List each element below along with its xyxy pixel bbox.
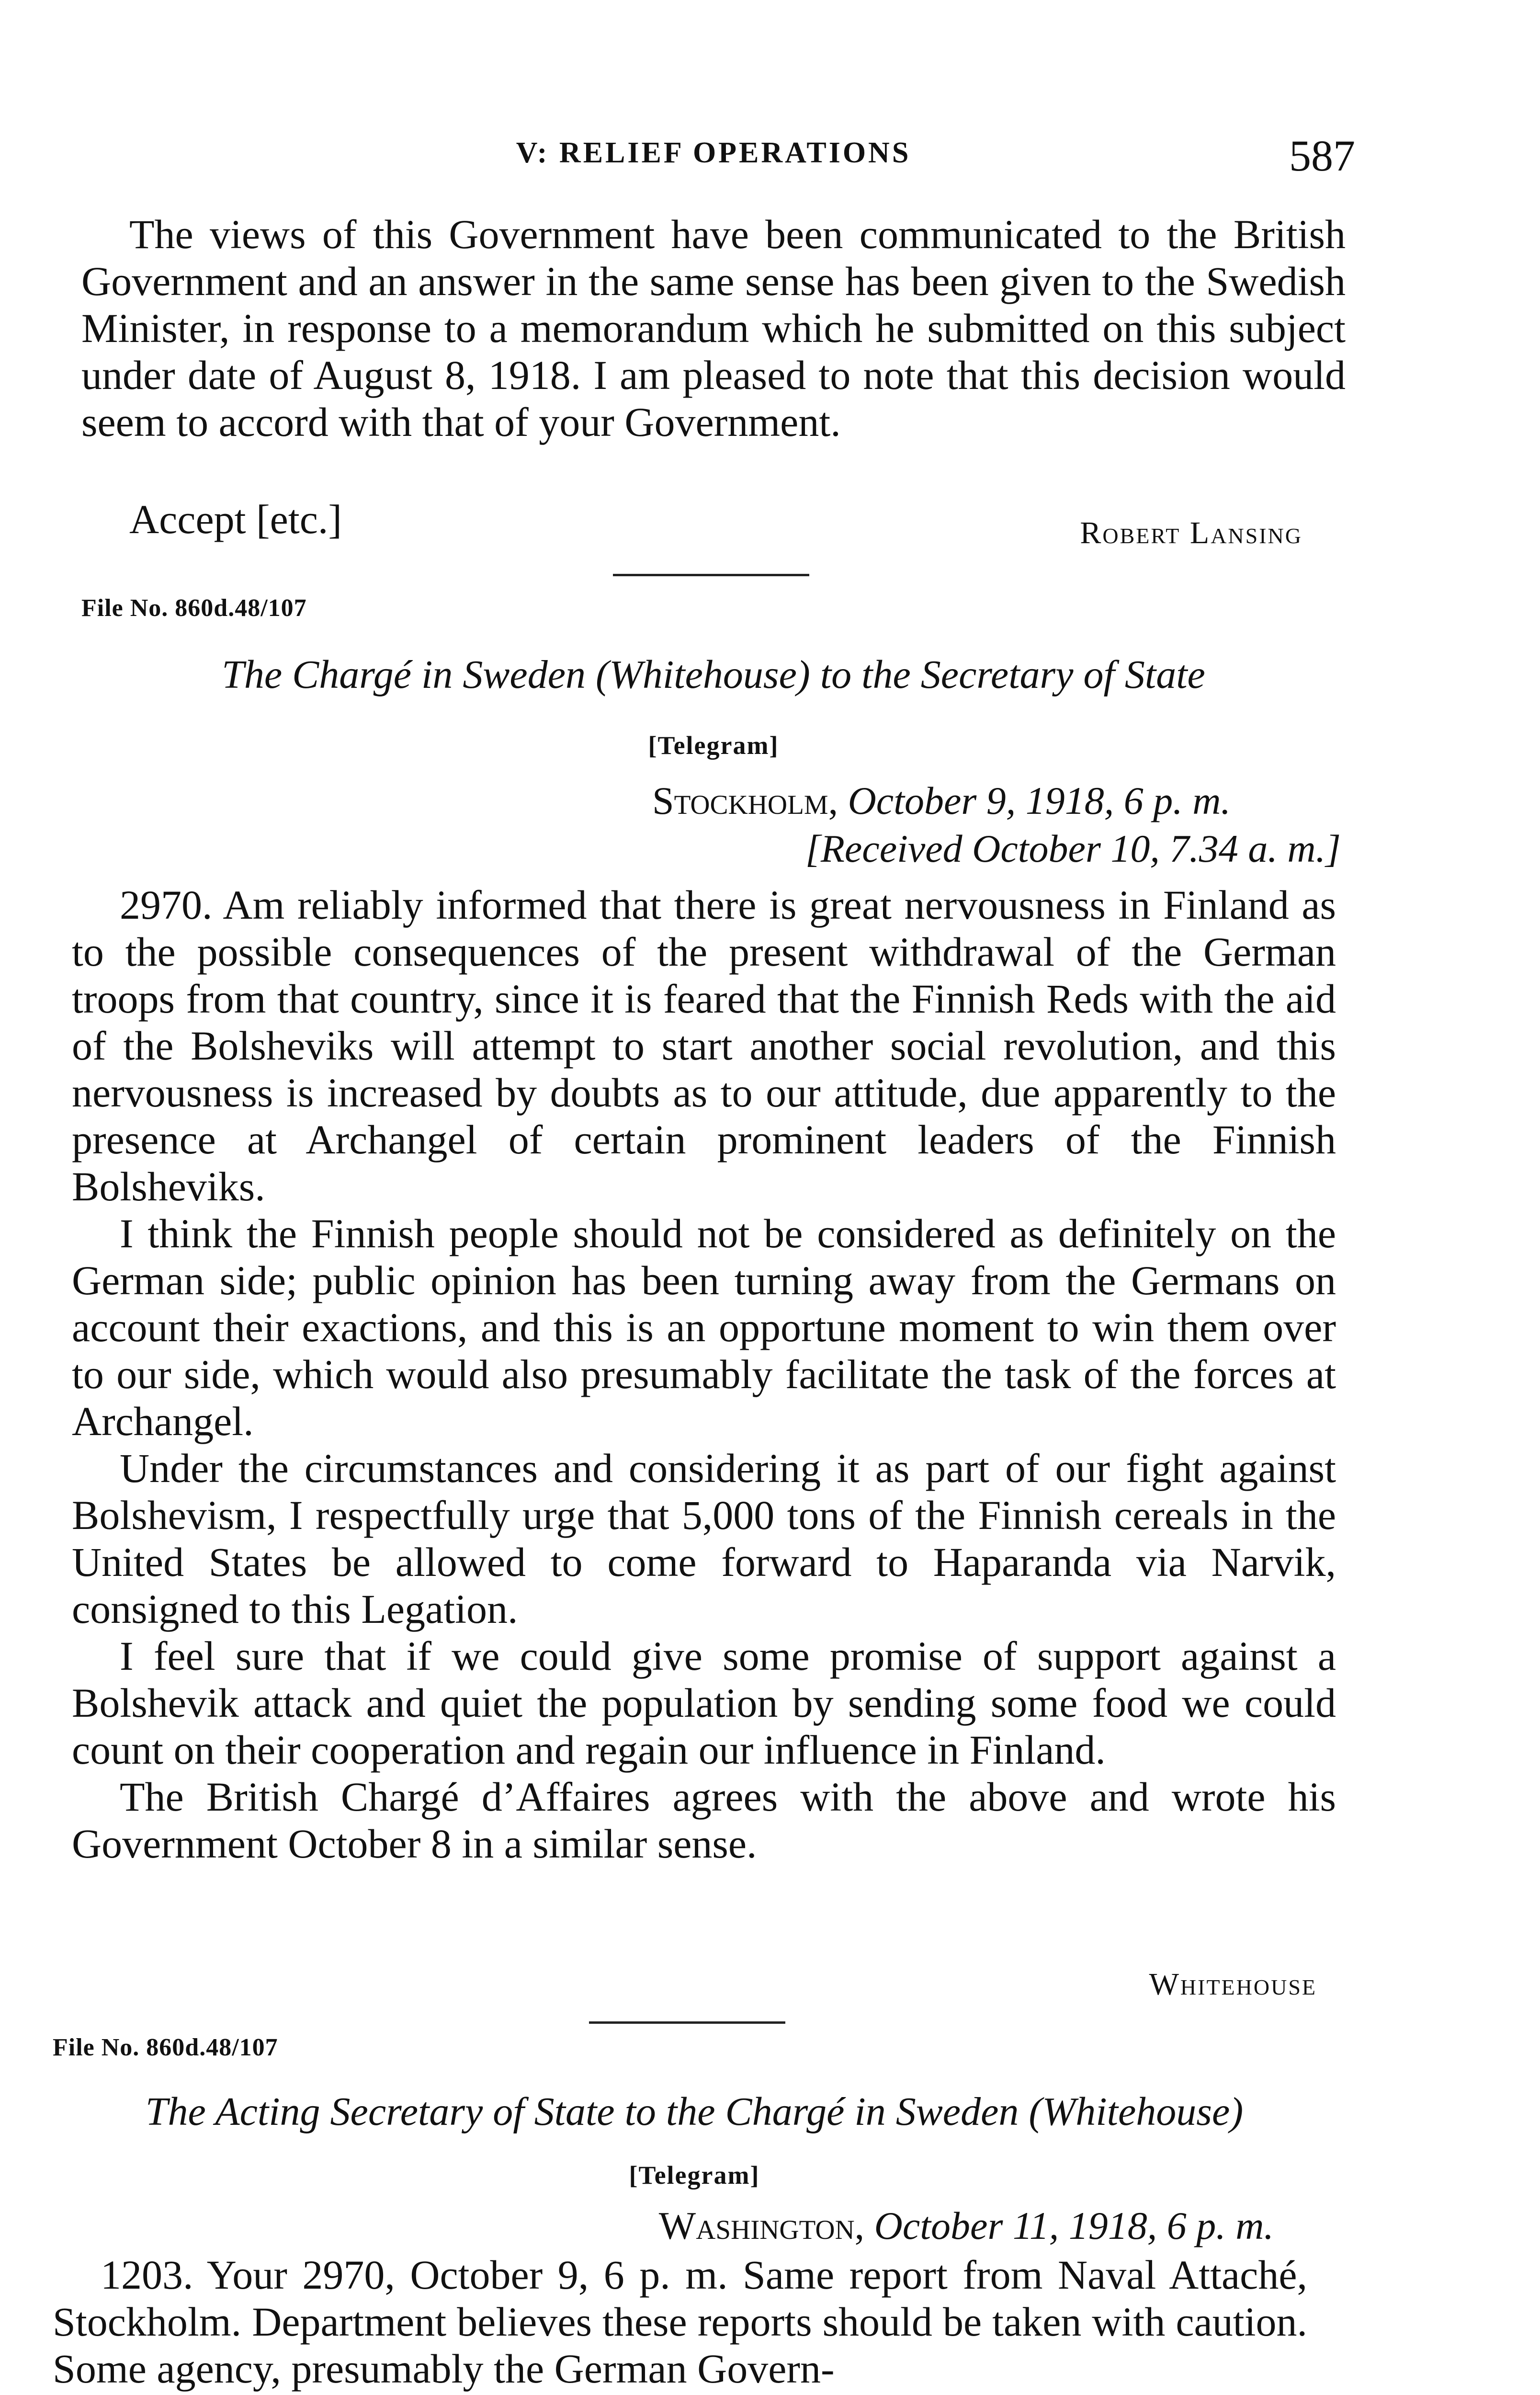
section-divider [613, 574, 809, 576]
file-number: File No. 860d.48/107 [81, 594, 307, 622]
dateline [431, 2203, 1274, 2248]
dateline-place: Washington, [658, 2204, 865, 2247]
closing-line: Accept [etc.] [129, 496, 342, 542]
lansing-letter-paragraph: The views of this Government have been communicated to the British Government and an answer in the same sense has been given to the Swedish Minister, in response to a memorandum which he submitted on this subject under date of August 8, 1918. I am pleased to note that this decision would seem to accord with that of your Government. [81, 211, 1346, 445]
dateline [431, 778, 1231, 823]
telegram-label: [Telegram] [648, 731, 779, 760]
telegram-label: [Telegram] [629, 2161, 760, 2190]
paragraph: 2970. Am reliably informed that there is great nervousness in Finland as to the possible consequences of the present withdrawal of the German troops from that country, since it is feared that the Finnish Reds with the aid of the Bolsheviks will attempt to start another social revolution, and this nervousness is increased by doubts as to our attitude, due apparently to the presence at Archangel of certain prominent leaders of the Finnish Bolsheviks. [72, 882, 1336, 1209]
dateline-date: October 11, 1918, 6 p. m. [874, 2204, 1274, 2247]
page-number: 587 [1289, 131, 1355, 180]
file-number: File No. 860d.48/107 [53, 2034, 278, 2061]
dateline-date: October 9, 1918, 6 p. m. [848, 779, 1231, 822]
received-line: [Received October 10, 7.34 a. m.] [805, 827, 1341, 870]
paragraph: The British Chargé d’Affaires agrees with the above and wrote his Government October 8 in a similar sense. [72, 1774, 1336, 1867]
dateline-place: Stockholm, [652, 779, 838, 822]
document-title: The Acting Secretary of State to the Chargé in Sweden (Whitehouse) [145, 2089, 1244, 2134]
signature-lansing: Robert Lansing [1080, 515, 1302, 550]
section-divider [589, 2021, 785, 2024]
paragraph: Under the circumstances and considering it as part of our fight against Bolshevism, I respectfully urge that 5,000 tons of the Finnish cereals in the United States be allowed to come forward to Haparanda via Narvik, consigned to this Legation. [72, 1445, 1336, 1632]
paragraph: I think the Finnish people should not be considered as definitely on the German side; public opinion has been turning away from the Germans on account their exactions, and this is an opportune moment to win them over to our side, which would also presumably facilitate the task of the forces at Archangel. [72, 1210, 1336, 1444]
signature-whitehouse: Whitehouse [1149, 1967, 1317, 2002]
telegram-paragraph: 1203. Your 2970, October 9, 6 p. m. Same report from Naval Attaché, Stockholm. Department believes these reports should be taken with caution. Some agency, presumably the German Govern- [53, 2252, 1307, 2392]
telegram-body [72, 881, 1336, 1867]
document-title: The Chargé in Sweden (Whitehouse) to the Secretary of State [222, 652, 1205, 697]
page-header [72, 130, 1355, 183]
running-head: V: RELIEF OPERATIONS [516, 137, 911, 169]
paragraph: I feel sure that if we could give some promise of support against a Bolshevik attack and quiet the population by sending some food we could count on their cooperation and regain our influence in Finland. [72, 1633, 1336, 1773]
